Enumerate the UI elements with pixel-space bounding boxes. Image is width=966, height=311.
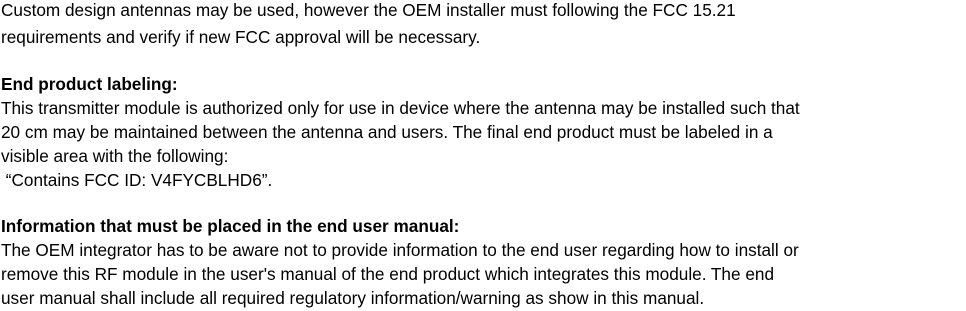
labeling-heading: End product labeling: xyxy=(1,74,178,94)
labeling-line-2: 20 cm may be maintained between the antenna and users. The final end product must be labeled in a xyxy=(1,122,773,142)
manual-line-3: user manual shall include all required regulatory information/warning as show in this manual. xyxy=(1,288,705,308)
intro-line-2: requirements and verify if new FCC approval will be necessary. xyxy=(1,27,481,47)
labeling-line-3: visible area with the following: xyxy=(1,146,229,166)
manual-line-2: remove this RF module in the user's manual of the end product which integrates this module. The end xyxy=(1,264,775,284)
labeling-line-1: This transmitter module is authorized only for use in device where the antenna may be installed such that xyxy=(1,98,800,118)
manual-line-1: The OEM integrator has to be aware not to provide information to the end user regarding how to install or xyxy=(1,240,799,260)
intro-line-1: Custom design antennas may be used, however the OEM installer must following the FCC 15.21 xyxy=(1,0,736,20)
manual-heading: Information that must be placed in the end user manual: xyxy=(1,216,460,236)
fcc-id-line: “Contains FCC ID: V4FYCBLHD6”. xyxy=(1,170,273,190)
